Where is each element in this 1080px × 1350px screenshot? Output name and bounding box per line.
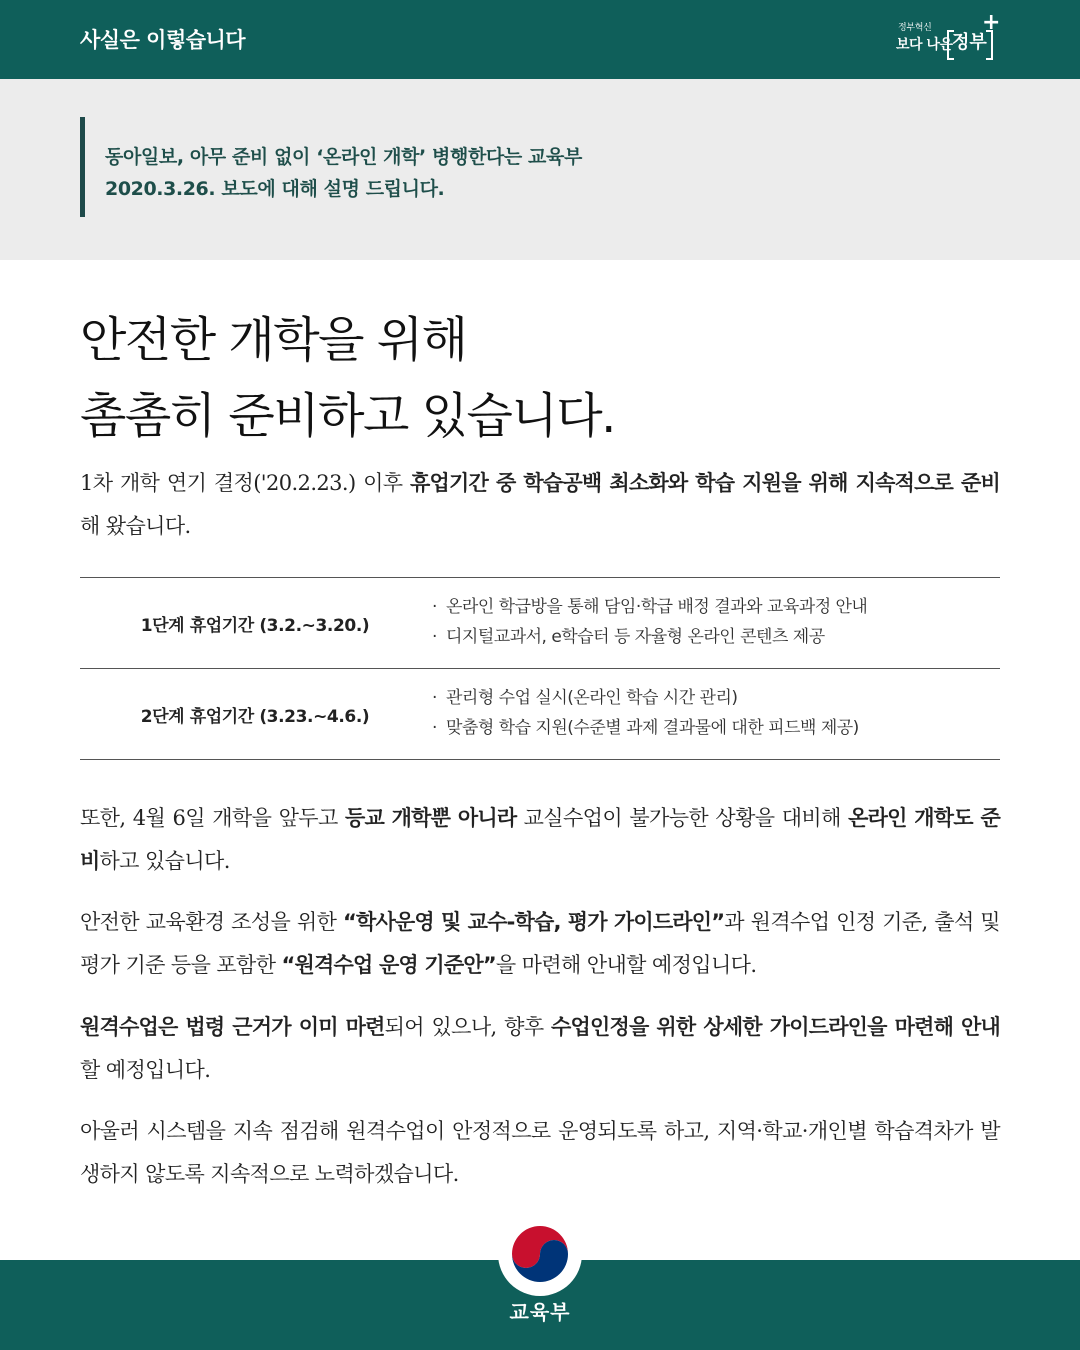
- paragraph-intro: [80, 462, 1000, 548]
- government-innovation-logo: [896, 10, 1001, 64]
- body-text: 하고 있습니다.: [99, 849, 230, 873]
- logo-box-text: 정부: [952, 28, 987, 54]
- header-bar: [0, 0, 1080, 79]
- headline-line-2: 촘촘히 준비하고 있습니다.: [80, 388, 615, 444]
- body-text: 교실수업이 불가능한 상황을 대비해: [516, 806, 849, 830]
- emphasis-text: 원격수업은 법령 근거가 이미 마련: [80, 1015, 385, 1039]
- emphasis-text: 휴업기간 중 학습공백 최소화와 학습 지원을 위해 지속적으로 준비: [410, 471, 1000, 495]
- headline-line-1: 안전한 개학을 위해: [80, 312, 467, 368]
- body-text: 과 원격수업 인정 기준, 출석 및 평가 기준 등을 포함한: [80, 910, 1000, 977]
- stage-item-text: 맞춤형 학습 지원(수준별 과제 결과물에 대한 피드백 제공): [446, 718, 859, 738]
- ministry-name: 교육부: [509, 1300, 571, 1324]
- emphasis-text: 등교 개학뿐 아니라: [344, 806, 517, 830]
- body-text: 또한, 4월 6일 개학을 앞두고: [80, 806, 345, 830]
- emphasis-text: 온라인 개학도 준비: [80, 806, 1000, 873]
- stage-row: [80, 669, 1000, 760]
- bullet-icon: ·: [432, 718, 437, 738]
- stage-row: [80, 578, 1000, 669]
- stage-item-text: 관리형 수업 실시(온라인 학습 시간 관리): [446, 688, 738, 708]
- stage-item: [432, 683, 859, 713]
- bullet-icon: ·: [432, 597, 437, 617]
- emblem-badge: [498, 1212, 582, 1296]
- stage-item-text: 디지털교과서, e학습터 등 자율형 온라인 콘텐츠 제공: [446, 627, 825, 647]
- paragraph-system-check: [80, 1110, 1000, 1196]
- logo-big-text: 보다 나은: [896, 37, 953, 53]
- stage-items: [432, 683, 859, 743]
- body-text: 되어 있으나, 향후: [384, 1015, 552, 1039]
- body-text: 1차 개학 연기 결정('20.2.23.) 이후: [80, 471, 411, 495]
- body-text: 안전한 교육환경 조성을 위한: [80, 910, 343, 934]
- stage-name: 2단계 휴업기간 (3.23.~4.6.): [140, 706, 370, 727]
- notice-box: [0, 79, 1080, 260]
- body-text: 해 왔습니다.: [80, 514, 191, 538]
- stage-item: [432, 713, 859, 743]
- paragraph-guidelines: [80, 901, 1000, 987]
- logo-plus-icon: +: [982, 10, 1001, 35]
- header-title: 사실은 이렇습니다: [80, 28, 246, 52]
- stage-item: [432, 622, 867, 652]
- paragraph-legal-basis: [80, 1006, 1000, 1092]
- stage-table: [80, 577, 1000, 760]
- notice-line-1: 동아일보, 아무 준비 없이 ‘온라인 개학’ 병행한다는 교육부: [105, 146, 582, 168]
- stage-name: 1단계 휴업기간 (3.2.~3.20.): [140, 615, 370, 636]
- body-text: 을 마련해 안내할 예정입니다.: [495, 953, 757, 977]
- notice-accent-bar: [80, 117, 85, 217]
- body-text: 아울러 시스템을 지속 점검해 원격수업이 안정적으로 운영되도록 하고, 지역·학교·개인별 학습격차가 발생하지 않도록 지속적으로 노력하겠습니다.: [80, 1119, 1000, 1186]
- stage-item: [432, 592, 867, 622]
- stage-items: [432, 592, 867, 652]
- emphasis-text: 수업인정을 위한 상세한 가이드라인을 마련해 안내: [551, 1015, 1000, 1039]
- body-text: 할 예정입니다.: [80, 1058, 211, 1082]
- notice-line-2: 2020.3.26. 보도에 대해 설명 드립니다.: [105, 178, 445, 200]
- stage-item-text: 온라인 학급방을 통해 담임·학급 배정 결과와 교육과정 안내: [446, 597, 868, 617]
- bullet-icon: ·: [432, 688, 437, 708]
- emphasis-text: “원격수업 운영 기준안”: [281, 953, 496, 977]
- emphasis-text: “학사운영 및 교수-학습, 평가 가이드라인”: [342, 910, 725, 934]
- bullet-icon: ·: [432, 627, 437, 647]
- logo-small-text: 정부혁신: [898, 23, 932, 33]
- paragraph-online-opening: [80, 797, 1000, 883]
- taegeuk-emblem-icon: [506, 1220, 574, 1288]
